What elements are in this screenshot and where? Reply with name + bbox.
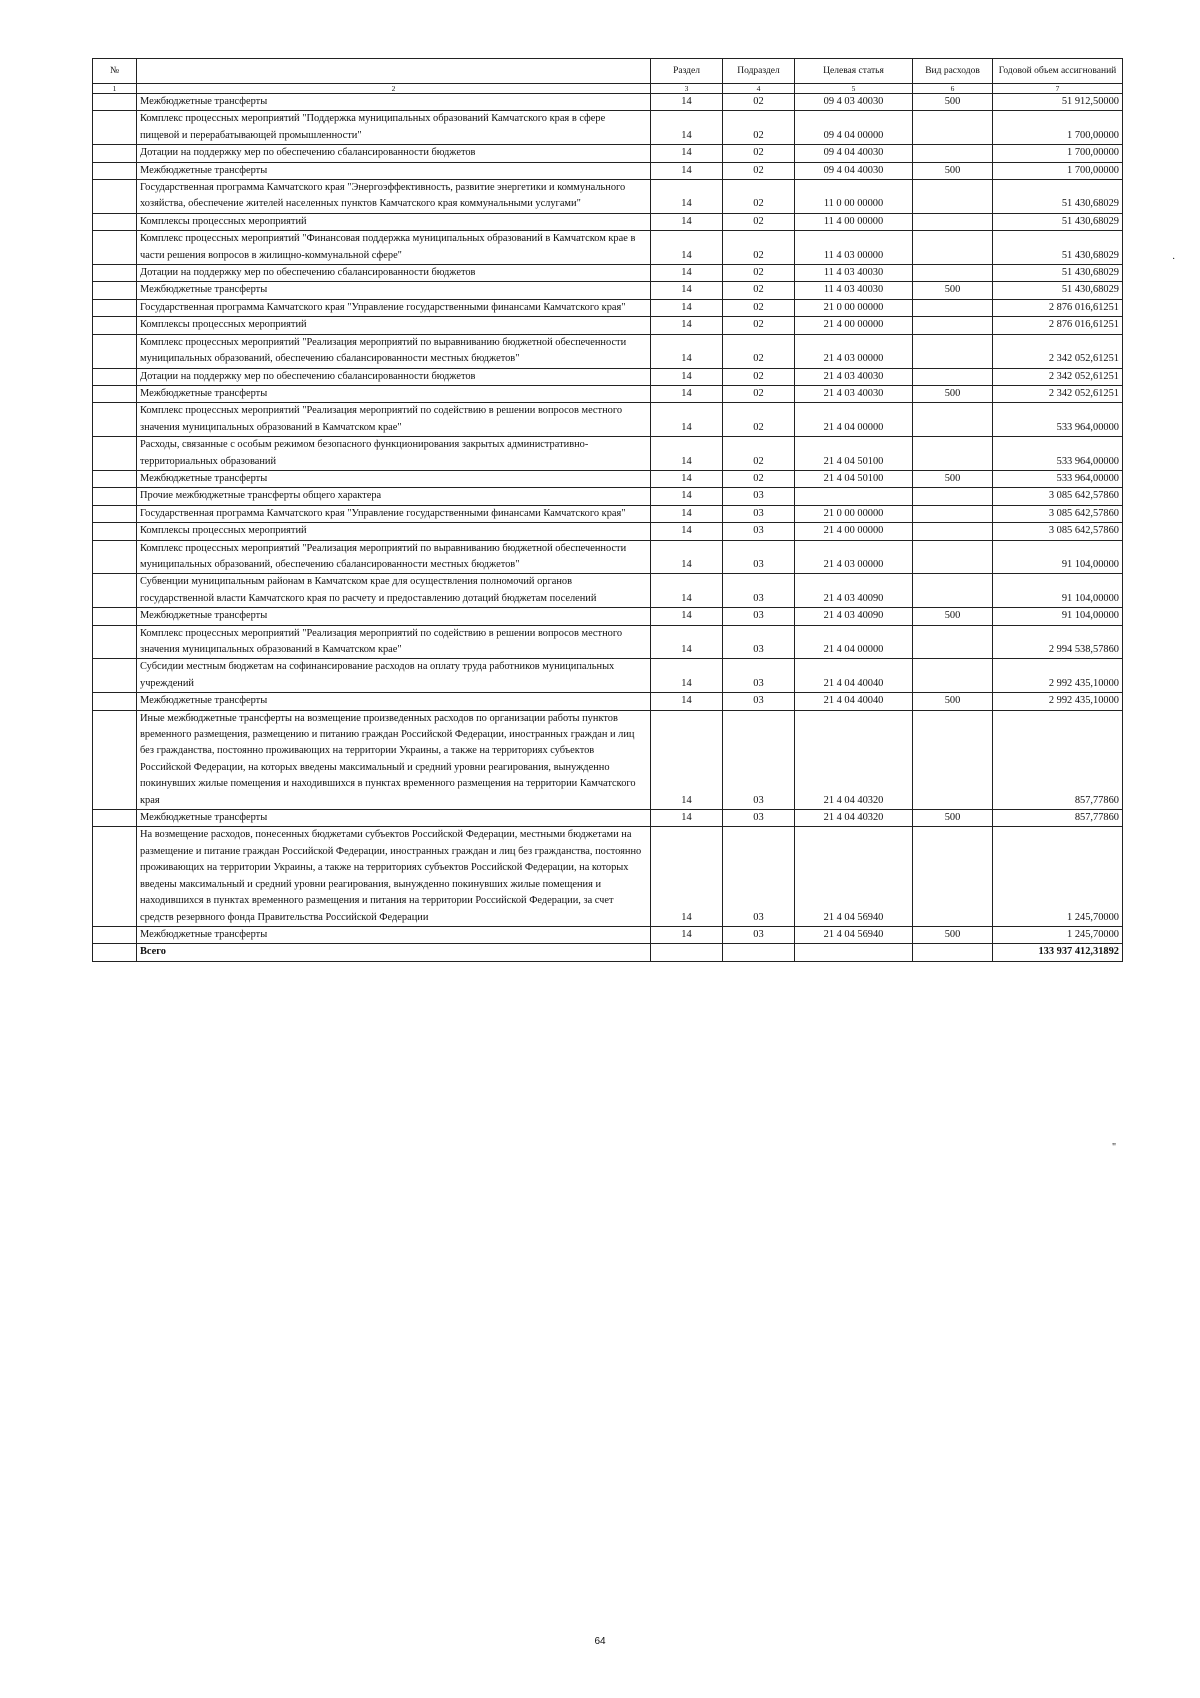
- table-row: [93, 111, 1123, 145]
- table-row: [93, 231, 1123, 265]
- row-target: 21 4 04 40320: [795, 810, 913, 827]
- row-amount: 533 964,00000: [993, 403, 1123, 437]
- row-num-cell: [93, 437, 137, 471]
- row-num-cell: [93, 231, 137, 265]
- row-num-cell: [93, 299, 137, 316]
- row-num-cell: [93, 810, 137, 827]
- row-num-cell: [93, 145, 137, 162]
- total-num-cell: [93, 944, 137, 961]
- row-amount: 2 876 016,61251: [993, 299, 1123, 316]
- header-expense-type: Вид расходов: [913, 59, 993, 84]
- closing-quote: ": [1112, 1142, 1117, 1153]
- table-row: [93, 810, 1123, 827]
- table-row: [93, 523, 1123, 540]
- row-num-cell: [93, 368, 137, 385]
- row-num-cell: [93, 94, 137, 111]
- row-expense-type: [913, 403, 993, 437]
- row-target: 21 0 00 00000: [795, 505, 913, 522]
- row-subsection: 02: [723, 282, 795, 299]
- row-target: 21 4 04 40040: [795, 693, 913, 710]
- row-amount: 91 104,00000: [993, 574, 1123, 608]
- row-expense-type: 500: [913, 810, 993, 827]
- row-target: 21 4 03 00000: [795, 334, 913, 368]
- table-row: [93, 180, 1123, 214]
- row-target: 21 4 04 40040: [795, 659, 913, 693]
- row-section: 14: [651, 265, 723, 282]
- row-amount: 51 430,68029: [993, 180, 1123, 214]
- row-target: 11 4 03 00000: [795, 231, 913, 265]
- table-row: [93, 659, 1123, 693]
- row-target: 21 4 04 40320: [795, 710, 913, 809]
- row-target: 21 4 03 40030: [795, 368, 913, 385]
- row-amount: 2 342 052,61251: [993, 385, 1123, 402]
- table-row: [93, 385, 1123, 402]
- row-section: 14: [651, 299, 723, 316]
- row-name: Государственная программа Камчатского края "Управление государственными финансами Камчатского края": [137, 299, 651, 316]
- row-name: Межбюджетные трансферты: [137, 94, 651, 111]
- row-num-cell: [93, 608, 137, 625]
- row-expense-type: [913, 213, 993, 230]
- table-row: [93, 299, 1123, 316]
- row-subsection: 02: [723, 162, 795, 179]
- row-expense-type: [913, 231, 993, 265]
- row-expense-type: [913, 625, 993, 659]
- row-name: Государственная программа Камчатского края "Управление государственными финансами Камчатского края": [137, 505, 651, 522]
- row-subsection: 02: [723, 145, 795, 162]
- page-number: 64: [594, 1636, 606, 1647]
- row-num-cell: [93, 926, 137, 943]
- row-target: 11 4 00 00000: [795, 213, 913, 230]
- table-row: [93, 282, 1123, 299]
- row-name: Дотации на поддержку мер по обеспечению сбалансированности бюджетов: [137, 265, 651, 282]
- table-row: [93, 470, 1123, 487]
- row-expense-type: [913, 523, 993, 540]
- table-row: [93, 625, 1123, 659]
- row-subsection: 02: [723, 368, 795, 385]
- row-num-cell: [93, 265, 137, 282]
- row-num-cell: [93, 625, 137, 659]
- row-name: Межбюджетные трансферты: [137, 693, 651, 710]
- row-section: 14: [651, 470, 723, 487]
- row-amount: 91 104,00000: [993, 608, 1123, 625]
- row-num-cell: [93, 385, 137, 402]
- row-expense-type: 500: [913, 693, 993, 710]
- row-name: Межбюджетные трансферты: [137, 810, 651, 827]
- row-target: 21 4 03 40090: [795, 608, 913, 625]
- table-row: [93, 437, 1123, 471]
- row-subsection: 02: [723, 470, 795, 487]
- row-section: 14: [651, 282, 723, 299]
- row-name: Комплекс процессных мероприятий "Реализация мероприятий по содействию в решении вопросов местного значения муниципальных образований в Камчатском крае": [137, 403, 651, 437]
- row-amount: 51 430,68029: [993, 213, 1123, 230]
- row-section: 14: [651, 231, 723, 265]
- row-expense-type: [913, 574, 993, 608]
- row-num-cell: [93, 470, 137, 487]
- row-target: [795, 488, 913, 505]
- row-num-cell: [93, 180, 137, 214]
- row-amount: 2 342 052,61251: [993, 368, 1123, 385]
- row-amount: 3 085 642,57860: [993, 505, 1123, 522]
- column-number: 1: [93, 84, 137, 94]
- row-section: 14: [651, 827, 723, 926]
- row-subsection: 02: [723, 213, 795, 230]
- row-amount: 2 876 016,61251: [993, 317, 1123, 334]
- column-number: 3: [651, 84, 723, 94]
- row-name: Дотации на поддержку мер по обеспечению сбалансированности бюджетов: [137, 145, 651, 162]
- column-number: 6: [913, 84, 993, 94]
- row-expense-type: [913, 368, 993, 385]
- row-subsection: 02: [723, 299, 795, 316]
- total-label: Всего: [137, 944, 651, 961]
- row-name: Расходы, связанные с особым режимом безопасного функционирования закрытых административно-территориальных образований: [137, 437, 651, 471]
- table-body: [93, 94, 1123, 944]
- row-subsection: 03: [723, 505, 795, 522]
- row-expense-type: 500: [913, 385, 993, 402]
- row-num-cell: [93, 710, 137, 809]
- row-target: 09 4 04 40030: [795, 162, 913, 179]
- table-total-row: [93, 944, 1123, 961]
- row-section: 14: [651, 693, 723, 710]
- row-target: 09 4 04 40030: [795, 145, 913, 162]
- row-expense-type: [913, 299, 993, 316]
- row-target: 21 4 04 50100: [795, 437, 913, 471]
- table-row: [93, 926, 1123, 943]
- row-expense-type: [913, 317, 993, 334]
- row-amount: 533 964,00000: [993, 437, 1123, 471]
- total-amount: 133 937 412,31892: [993, 944, 1123, 961]
- row-amount: 91 104,00000: [993, 540, 1123, 574]
- margin-mark: ·: [1172, 254, 1176, 265]
- row-section: 14: [651, 523, 723, 540]
- row-section: 14: [651, 162, 723, 179]
- row-section: 14: [651, 385, 723, 402]
- row-section: 14: [651, 625, 723, 659]
- row-expense-type: 500: [913, 926, 993, 943]
- table-row: [93, 403, 1123, 437]
- row-amount: 51 430,68029: [993, 231, 1123, 265]
- row-num-cell: [93, 403, 137, 437]
- row-name: Межбюджетные трансферты: [137, 470, 651, 487]
- row-target: 09 4 04 00000: [795, 111, 913, 145]
- row-amount: 3 085 642,57860: [993, 488, 1123, 505]
- row-amount: 2 992 435,10000: [993, 659, 1123, 693]
- row-amount: 1 700,00000: [993, 111, 1123, 145]
- row-amount: 51 912,50000: [993, 94, 1123, 111]
- row-num-cell: [93, 693, 137, 710]
- table-row: [93, 574, 1123, 608]
- row-expense-type: [913, 265, 993, 282]
- row-amount: 857,77860: [993, 710, 1123, 809]
- row-name: Комплексы процессных мероприятий: [137, 317, 651, 334]
- row-expense-type: 500: [913, 282, 993, 299]
- row-num-cell: [93, 317, 137, 334]
- row-target: 21 4 04 50100: [795, 470, 913, 487]
- row-subsection: 03: [723, 625, 795, 659]
- row-name: Комплексы процессных мероприятий: [137, 523, 651, 540]
- row-num-cell: [93, 505, 137, 522]
- row-expense-type: 500: [913, 608, 993, 625]
- row-section: 14: [651, 145, 723, 162]
- row-name: Межбюджетные трансферты: [137, 282, 651, 299]
- row-name: На возмещение расходов, понесенных бюджетами субъектов Российской Федерации, местными бюджетами на размещение и питание граждан Российской Федерации, иностранных граждан и лиц без гражданства, постоянно проживающих на территории Украины, а также на территориях субъектов Российской Федерации, на которых введены максимальный и средний уровни реагирования, вынужденно покинувших жилые помещения и находившихся в пунктах временного размещения и питания на территории Российской Федерации, за счет средств резервного фонда Правительства Российской Федерации: [137, 827, 651, 926]
- row-expense-type: [913, 145, 993, 162]
- row-name: Комплекс процессных мероприятий "Реализация мероприятий по выравниванию бюджетной обеспеченности муниципальных образований, обеспечению сбалансированности местных бюджетов": [137, 540, 651, 574]
- table-row: [93, 213, 1123, 230]
- row-amount: 2 342 052,61251: [993, 334, 1123, 368]
- row-target: 21 4 03 40090: [795, 574, 913, 608]
- row-name: Субсидии местным бюджетам на софинансирование расходов на оплату труда работников муниципальных учреждений: [137, 659, 651, 693]
- row-target: 21 4 03 40030: [795, 385, 913, 402]
- row-name: Межбюджетные трансферты: [137, 608, 651, 625]
- row-section: 14: [651, 810, 723, 827]
- row-target: 11 0 00 00000: [795, 180, 913, 214]
- row-name: Комплекс процессных мероприятий "Поддержка муниципальных образований Камчатского края в сфере пищевой и перерабатывающей промышленности": [137, 111, 651, 145]
- row-expense-type: [913, 710, 993, 809]
- row-name: Межбюджетные трансферты: [137, 926, 651, 943]
- row-num-cell: [93, 659, 137, 693]
- row-subsection: 02: [723, 317, 795, 334]
- row-section: 14: [651, 540, 723, 574]
- table-row: [93, 827, 1123, 926]
- row-subsection: 03: [723, 810, 795, 827]
- table-row: [93, 540, 1123, 574]
- column-number: 7: [993, 84, 1123, 94]
- row-amount: 1 700,00000: [993, 162, 1123, 179]
- table-row: [93, 488, 1123, 505]
- budget-allocation-table: [92, 58, 1123, 962]
- table-row: [93, 710, 1123, 809]
- row-target: 21 4 04 00000: [795, 625, 913, 659]
- row-num-cell: [93, 540, 137, 574]
- row-target: 11 4 03 40030: [795, 265, 913, 282]
- row-section: 14: [651, 608, 723, 625]
- row-section: 14: [651, 710, 723, 809]
- row-amount: 1 245,70000: [993, 926, 1123, 943]
- row-section: 14: [651, 926, 723, 943]
- row-target: 21 4 04 56940: [795, 827, 913, 926]
- row-amount: 1 245,70000: [993, 827, 1123, 926]
- table-row: [93, 334, 1123, 368]
- row-amount: 51 430,68029: [993, 282, 1123, 299]
- row-expense-type: 500: [913, 94, 993, 111]
- row-subsection: 03: [723, 827, 795, 926]
- table-header-row: [93, 59, 1123, 84]
- row-amount: 3 085 642,57860: [993, 523, 1123, 540]
- header-amount: Годовой объем ассигнований: [993, 59, 1123, 84]
- row-section: 14: [651, 403, 723, 437]
- row-expense-type: [913, 180, 993, 214]
- row-name: Государственная программа Камчатского края "Энергоэффективность, развитие энергетики и коммунального хозяйства, обеспечение жителей населенных пунктов Камчатского края коммунальными услугами": [137, 180, 651, 214]
- row-subsection: 03: [723, 574, 795, 608]
- row-section: 14: [651, 334, 723, 368]
- row-name: Дотации на поддержку мер по обеспечению сбалансированности бюджетов: [137, 368, 651, 385]
- column-number: 2: [137, 84, 651, 94]
- row-expense-type: [913, 540, 993, 574]
- row-section: 14: [651, 180, 723, 214]
- row-expense-type: 500: [913, 162, 993, 179]
- row-subsection: 03: [723, 488, 795, 505]
- row-section: 14: [651, 111, 723, 145]
- row-subsection: 02: [723, 180, 795, 214]
- table-row: [93, 368, 1123, 385]
- row-name: Межбюджетные трансферты: [137, 385, 651, 402]
- row-section: 14: [651, 368, 723, 385]
- row-amount: 533 964,00000: [993, 470, 1123, 487]
- row-expense-type: [913, 334, 993, 368]
- total-empty-cell: [723, 944, 795, 961]
- table-row: [93, 162, 1123, 179]
- row-expense-type: [913, 488, 993, 505]
- table-row: [93, 265, 1123, 282]
- row-section: 14: [651, 437, 723, 471]
- row-target: 21 4 00 00000: [795, 523, 913, 540]
- row-expense-type: [913, 111, 993, 145]
- column-number: 5: [795, 84, 913, 94]
- row-amount: 857,77860: [993, 810, 1123, 827]
- table-row: [93, 317, 1123, 334]
- row-subsection: 03: [723, 523, 795, 540]
- header-section: Раздел: [651, 59, 723, 84]
- total-empty-cell: [651, 944, 723, 961]
- row-subsection: 02: [723, 231, 795, 265]
- header-subsection: Подраздел: [723, 59, 795, 84]
- row-subsection: 03: [723, 608, 795, 625]
- row-name: Комплекс процессных мероприятий "Реализация мероприятий по выравниванию бюджетной обеспеченности муниципальных образований, обеспечению сбалансированности местных бюджетов": [137, 334, 651, 368]
- row-name: Комплекс процессных мероприятий "Реализация мероприятий по содействию в решении вопросов местного значения муниципальных образований в Камчатском крае": [137, 625, 651, 659]
- row-subsection: 02: [723, 334, 795, 368]
- row-expense-type: [913, 505, 993, 522]
- row-target: 21 4 04 00000: [795, 403, 913, 437]
- row-target: 09 4 03 40030: [795, 94, 913, 111]
- column-numbers-row: [93, 84, 1123, 94]
- row-expense-type: 500: [913, 470, 993, 487]
- row-subsection: 02: [723, 403, 795, 437]
- column-number: 4: [723, 84, 795, 94]
- row-num-cell: [93, 334, 137, 368]
- header-num: №: [93, 59, 137, 84]
- row-section: 14: [651, 659, 723, 693]
- table-row: [93, 145, 1123, 162]
- header-target: Целевая статья: [795, 59, 913, 84]
- row-num-cell: [93, 162, 137, 179]
- row-target: 21 0 00 00000: [795, 299, 913, 316]
- row-amount: 51 430,68029: [993, 265, 1123, 282]
- row-target: 21 4 03 00000: [795, 540, 913, 574]
- row-subsection: 03: [723, 926, 795, 943]
- row-subsection: 03: [723, 710, 795, 809]
- row-name: Межбюджетные трансферты: [137, 162, 651, 179]
- row-num-cell: [93, 213, 137, 230]
- table-row: [93, 94, 1123, 111]
- row-subsection: 02: [723, 437, 795, 471]
- row-target: 11 4 03 40030: [795, 282, 913, 299]
- row-num-cell: [93, 282, 137, 299]
- row-section: 14: [651, 505, 723, 522]
- table-row: [93, 693, 1123, 710]
- row-subsection: 02: [723, 265, 795, 282]
- row-num-cell: [93, 523, 137, 540]
- row-expense-type: [913, 827, 993, 926]
- total-empty-cell: [795, 944, 913, 961]
- row-num-cell: [93, 827, 137, 926]
- total-empty-cell: [913, 944, 993, 961]
- row-section: 14: [651, 94, 723, 111]
- row-expense-type: [913, 437, 993, 471]
- table-row: [93, 505, 1123, 522]
- row-amount: 2 994 538,57860: [993, 625, 1123, 659]
- row-name: Прочие межбюджетные трансферты общего характера: [137, 488, 651, 505]
- row-target: 21 4 04 56940: [795, 926, 913, 943]
- row-name: Комплекс процессных мероприятий "Финансовая поддержка муниципальных образований в Камчатском крае в части решения вопросов в жилищно-коммунальной сфере": [137, 231, 651, 265]
- row-target: 21 4 00 00000: [795, 317, 913, 334]
- row-section: 14: [651, 317, 723, 334]
- row-amount: 1 700,00000: [993, 145, 1123, 162]
- row-subsection: 02: [723, 111, 795, 145]
- row-num-cell: [93, 111, 137, 145]
- row-subsection: 03: [723, 693, 795, 710]
- row-subsection: 03: [723, 659, 795, 693]
- row-subsection: 02: [723, 94, 795, 111]
- row-name: Субвенции муниципальным районам в Камчатском крае для осуществления полномочий органов государственной власти Камчатского края по расчету и предоставлению дотаций бюджетам поселений: [137, 574, 651, 608]
- table-row: [93, 608, 1123, 625]
- row-name: Комплексы процессных мероприятий: [137, 213, 651, 230]
- row-section: 14: [651, 488, 723, 505]
- row-subsection: 03: [723, 540, 795, 574]
- row-num-cell: [93, 574, 137, 608]
- row-num-cell: [93, 488, 137, 505]
- row-expense-type: [913, 659, 993, 693]
- row-amount: 2 992 435,10000: [993, 693, 1123, 710]
- header-name: [137, 59, 651, 84]
- row-name: Иные межбюджетные трансферты на возмещение произведенных расходов по организации работы пунктов временного размещения, размещению и питанию граждан Российской Федерации, иностранных граждан и лиц без гражданства, постоянно проживающих на территории Украины, а также на территориях субъектов Российской Федерации, на которых введены максимальный и средний уровни реагирования, вынужденно покинувших жилые помещения и находившихся в пунктах временного размещения на территории Камчатского края: [137, 710, 651, 809]
- row-subsection: 02: [723, 385, 795, 402]
- row-section: 14: [651, 213, 723, 230]
- row-section: 14: [651, 574, 723, 608]
